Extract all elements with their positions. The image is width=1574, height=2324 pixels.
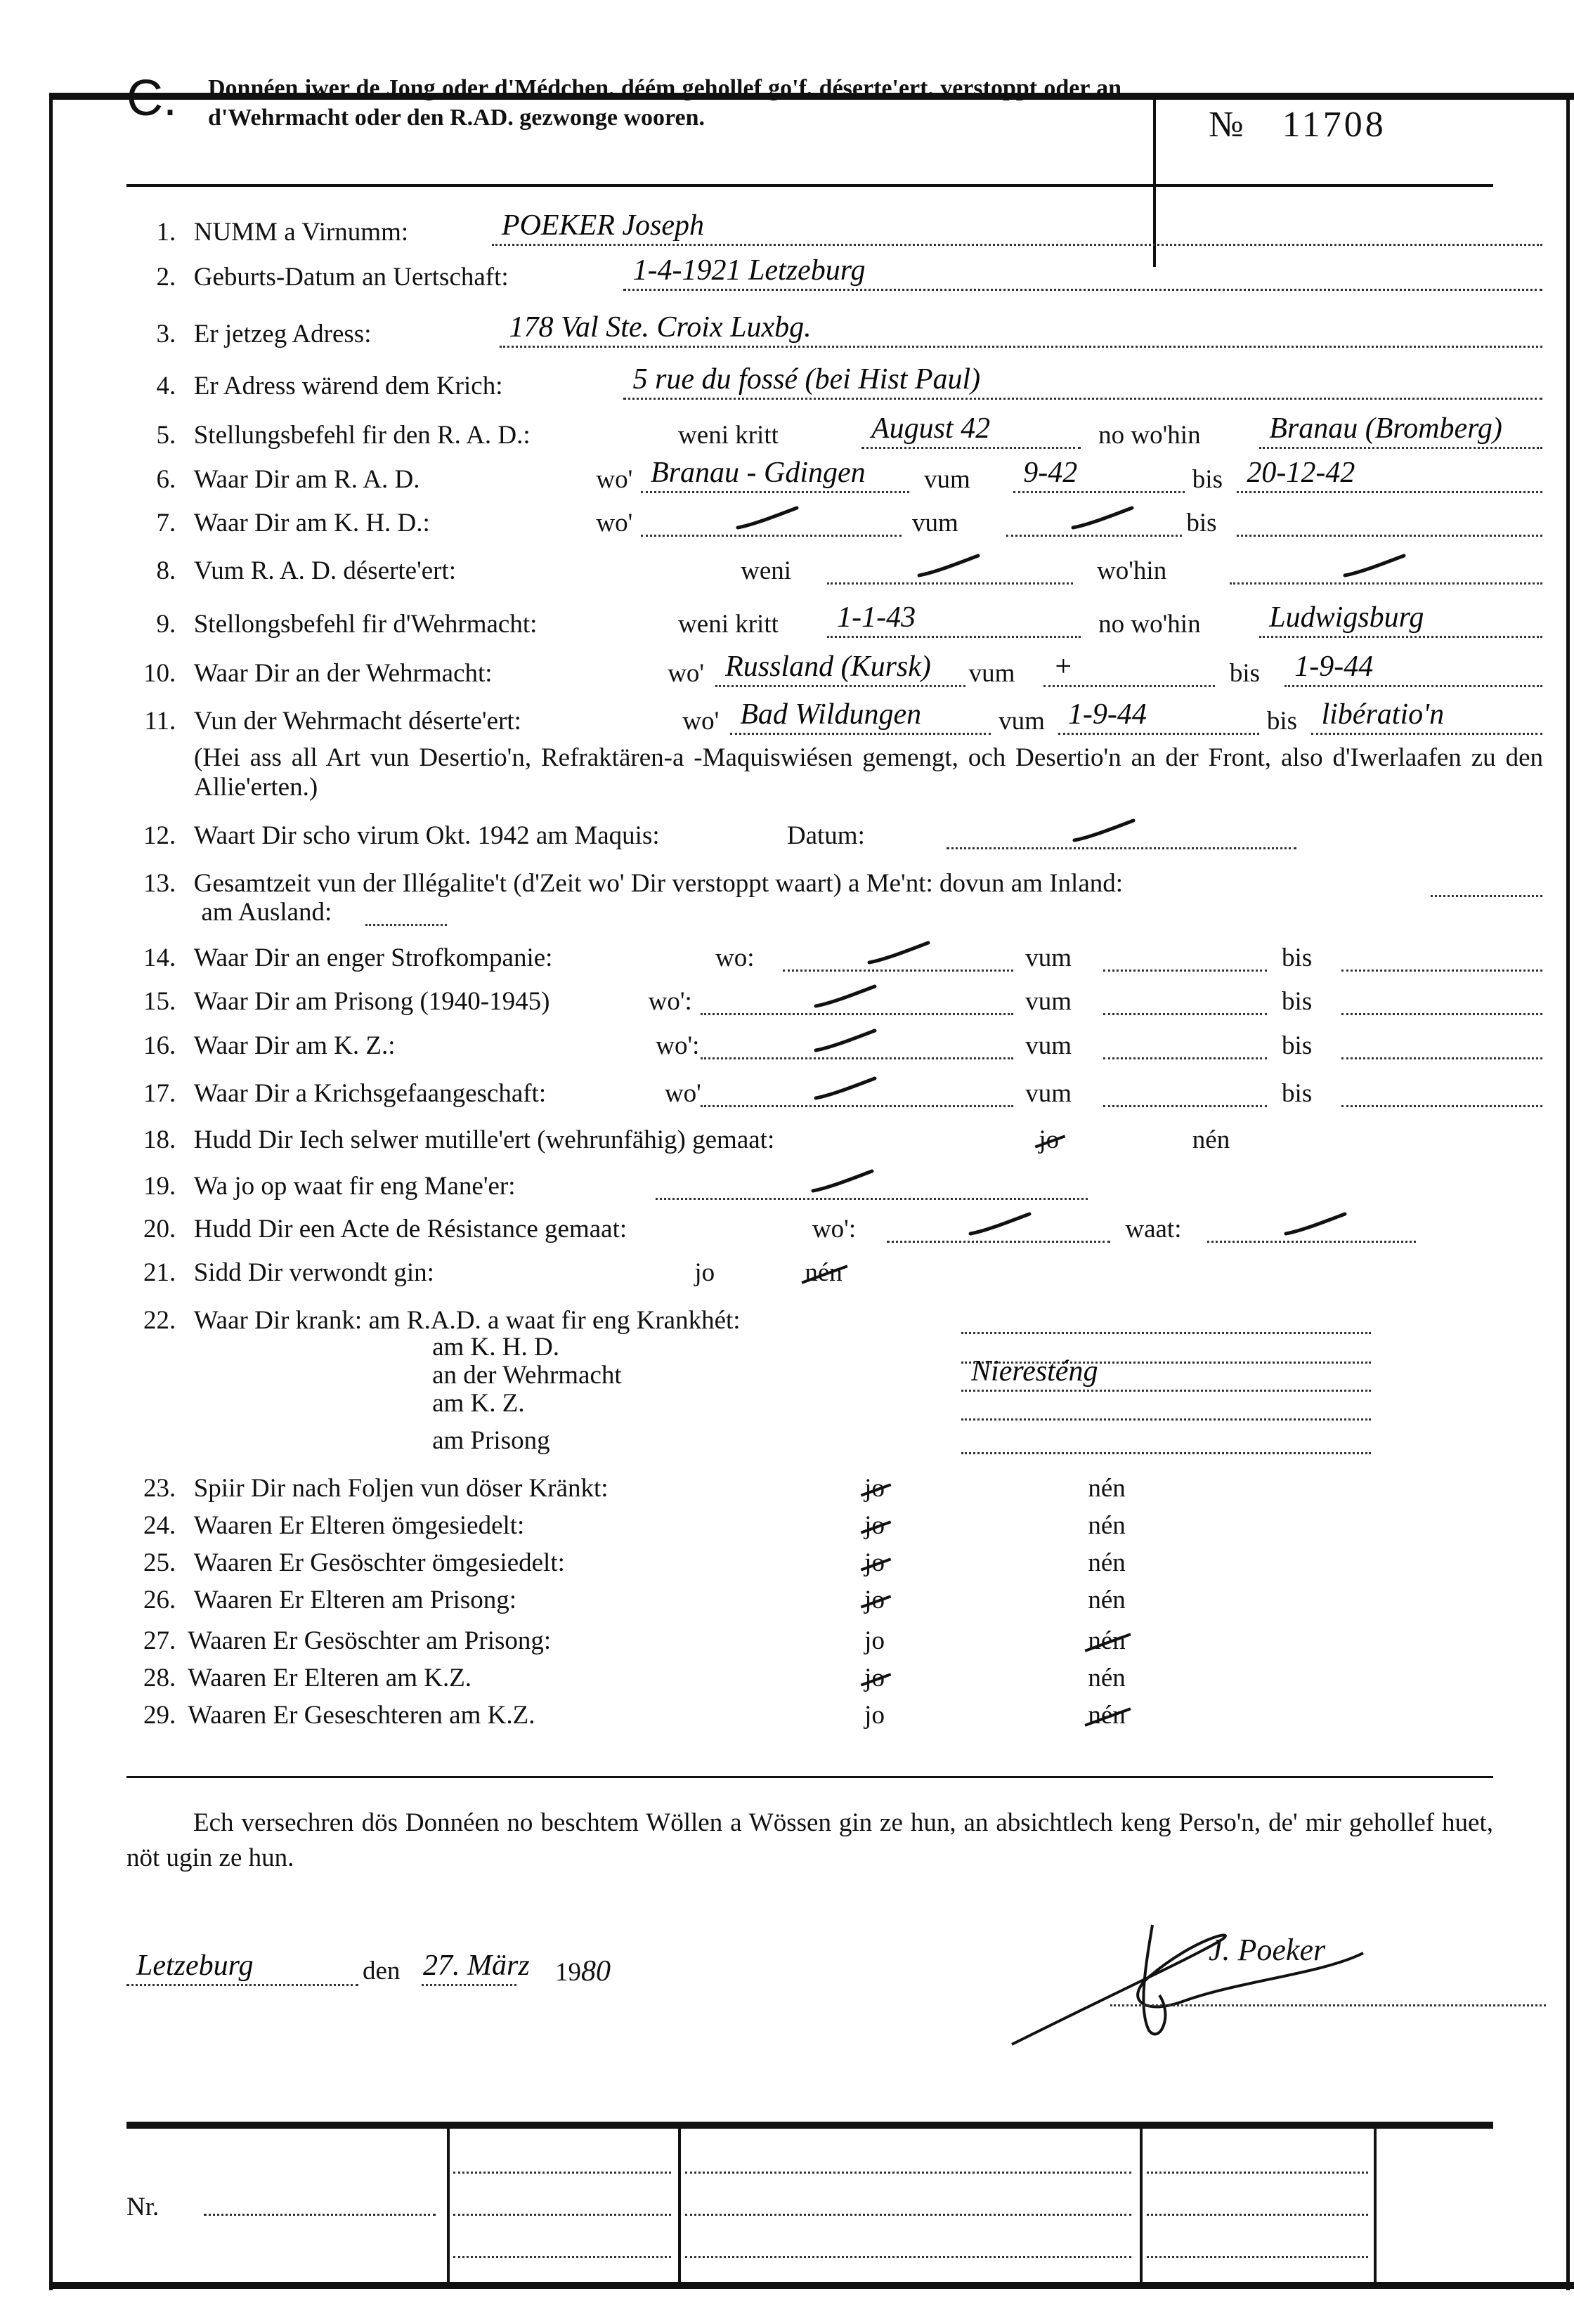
den-label: den bbox=[363, 1957, 401, 1985]
question-label: weni bbox=[741, 556, 792, 585]
question-label: wo': bbox=[648, 986, 692, 1016]
question-label: am K. H. D. bbox=[432, 1332, 559, 1362]
answer-option-kept bbox=[1192, 1125, 1230, 1156]
frame-bottom-border bbox=[49, 2282, 1574, 2289]
answer-option-text: jo bbox=[864, 1626, 885, 1655]
footer-field bbox=[1147, 2169, 1368, 2174]
answer-field bbox=[961, 1388, 1371, 1421]
question-label: wo' bbox=[596, 465, 633, 495]
answer-field bbox=[1103, 1026, 1267, 1059]
question-label: am Prisong bbox=[432, 1426, 550, 1456]
answer-field bbox=[656, 1167, 1088, 1200]
answer-field bbox=[961, 1301, 1371, 1334]
handwritten-answer: 1-4-1921 Letzeburg bbox=[632, 254, 866, 287]
question-number: 10. bbox=[143, 659, 176, 688]
answer-option-text: nén bbox=[805, 1258, 843, 1287]
answer-field bbox=[887, 1210, 1110, 1243]
nr-label: Nr. bbox=[126, 2193, 160, 2221]
answer-field bbox=[1103, 1074, 1267, 1107]
signature-date-field: 27. März bbox=[422, 1953, 516, 1986]
answer-option-text: nén bbox=[1088, 1548, 1126, 1578]
answer-option-text: nén bbox=[1088, 1700, 1126, 1730]
handwritten-answer: Branau (Bromberg) bbox=[1269, 412, 1502, 445]
question-number: 15. bbox=[143, 986, 176, 1016]
answer-option-text: nén bbox=[1192, 1125, 1230, 1155]
dash-mark-icon bbox=[1067, 504, 1138, 532]
question-number: 29. bbox=[143, 1700, 176, 1730]
answer-option-struck bbox=[1039, 1125, 1059, 1156]
year-handwritten: 80 bbox=[581, 1955, 611, 1987]
answer-field bbox=[1341, 1026, 1542, 1059]
question-label: vum bbox=[1025, 986, 1072, 1016]
answer-option-struck bbox=[864, 1585, 885, 1616]
dash-mark-icon bbox=[810, 982, 880, 1010]
question-number: 2. bbox=[156, 262, 176, 292]
question-number: 6. bbox=[156, 465, 176, 495]
frame-right-border bbox=[1566, 93, 1570, 2290]
question-label: bis bbox=[1229, 659, 1260, 688]
question-label: weni kritt bbox=[678, 420, 779, 450]
question-label: bis bbox=[1282, 944, 1313, 973]
footer-table-top bbox=[126, 2122, 1493, 2129]
question-label: vum bbox=[924, 465, 970, 495]
question-number: 18. bbox=[143, 1125, 176, 1155]
answer-field bbox=[641, 504, 902, 537]
answer-option-text: jo bbox=[864, 1548, 885, 1578]
question-number: 11. bbox=[144, 707, 176, 736]
answer-field bbox=[500, 311, 1543, 348]
dash-mark-icon bbox=[1339, 551, 1410, 580]
footer-field bbox=[685, 2212, 1131, 2216]
question-label: Waaren Er Geseschteren am K.Z. bbox=[188, 1700, 535, 1730]
answer-option-kept bbox=[1088, 1663, 1125, 1694]
dash-mark-icon bbox=[965, 1210, 1035, 1238]
answer-field bbox=[1259, 412, 1542, 449]
question-label: bis bbox=[1266, 707, 1298, 736]
question-label: Stellongsbefehl fir d'Wehrmacht: bbox=[193, 610, 538, 639]
question-number: 25. bbox=[143, 1548, 176, 1578]
answer-field bbox=[1237, 504, 1542, 537]
answer-field bbox=[1207, 1210, 1416, 1243]
question-label: Waar Dir am K. Z.: bbox=[193, 1031, 396, 1061]
question-label: Wa jo op waat fir eng Mane'er: bbox=[193, 1171, 516, 1201]
answer-field bbox=[961, 1421, 1371, 1454]
dash-mark-icon bbox=[810, 1074, 880, 1102]
answer-field bbox=[701, 1026, 1013, 1059]
question-label: bis bbox=[1192, 465, 1223, 495]
question-number: 13. bbox=[143, 869, 176, 899]
question-label: Er Adress wärend dem Krich: bbox=[193, 371, 503, 400]
question-label: Waart Dir scho virum Okt. 1942 am Maquis: bbox=[193, 821, 660, 851]
answer-field bbox=[492, 209, 1542, 246]
question-label: bis bbox=[1282, 1031, 1313, 1061]
answer-field bbox=[715, 651, 965, 687]
question-label: bis bbox=[1282, 986, 1313, 1016]
question-number: 24. bbox=[143, 1511, 176, 1541]
footer-field bbox=[1147, 2254, 1368, 2258]
answer-field bbox=[1431, 864, 1542, 897]
answer-option-struck bbox=[1088, 1626, 1125, 1657]
question-label: Datum: bbox=[786, 821, 865, 851]
answer-field bbox=[861, 412, 1081, 449]
answer-option-struck bbox=[805, 1258, 842, 1288]
signature-place-field: Letzeburg bbox=[126, 1953, 358, 1986]
handwritten-answer: 5 rue du fossé (bei Hist Paul) bbox=[632, 363, 981, 396]
answer-field bbox=[623, 254, 1543, 291]
question-number: 23. bbox=[143, 1474, 176, 1503]
answer-field bbox=[1103, 939, 1267, 972]
answer-option-text: jo bbox=[864, 1663, 885, 1692]
footer-col-divider bbox=[1140, 2129, 1143, 2283]
question-label: vum bbox=[1025, 1031, 1072, 1061]
answer-field bbox=[1284, 651, 1542, 687]
question-label: Vun der Wehrmacht déserte'ert: bbox=[193, 707, 521, 736]
form-number bbox=[1209, 104, 1386, 146]
handwritten-answer: Russland (Kursk) bbox=[725, 651, 931, 684]
answer-field bbox=[1006, 504, 1182, 537]
handwritten-answer: Ludwigsburg bbox=[1269, 601, 1424, 634]
signature-text: J. Poeker bbox=[1209, 1933, 1326, 1967]
question-label: wo': bbox=[812, 1215, 857, 1244]
header-rule bbox=[126, 184, 1493, 187]
answer-field bbox=[1058, 698, 1259, 735]
answer-field bbox=[1230, 551, 1542, 585]
footer-field bbox=[453, 2212, 671, 2216]
question-label: wo: bbox=[715, 944, 755, 973]
number-sign: № bbox=[1209, 105, 1247, 145]
question-label: vum bbox=[912, 508, 958, 537]
question-label: bis bbox=[1186, 508, 1217, 537]
answer-option-text: nén bbox=[1088, 1626, 1126, 1655]
answer-option-text: nén bbox=[1088, 1511, 1126, 1541]
answer-field bbox=[1311, 698, 1542, 735]
declaration-text: Ech versechren dös Donnéen no beschtem Wöllen a Wössen gin ze hun, an absichtlech keng Perso'n, de' mir gehollef huet, nöt ugin ze hun. bbox=[126, 1808, 1493, 1872]
answer-option-text: jo bbox=[1039, 1125, 1060, 1155]
question-label: NUMM a Virnumm: bbox=[193, 218, 409, 247]
footer-col-divider bbox=[678, 2129, 681, 2283]
question-label: vum bbox=[1025, 1079, 1072, 1109]
year-printed: 19 bbox=[555, 1958, 581, 1987]
answer-option-kept bbox=[1088, 1585, 1125, 1616]
question-label: wo' bbox=[596, 508, 633, 537]
question-label: Waar Dir an der Wehrmacht: bbox=[193, 659, 493, 688]
answer-option-text: jo bbox=[694, 1258, 715, 1287]
handwritten-answer: 1-9-44 bbox=[1294, 651, 1374, 684]
answer-field bbox=[701, 982, 1013, 1015]
question-label: waat: bbox=[1125, 1215, 1182, 1244]
form-title: Donnéen iwer de Jong oder d'Médchen, déém gehollef go'f, déserte'ert, verstoppt oder an d'Wehrmacht oder den R.AD. gezwonge wooren. bbox=[208, 75, 1121, 131]
answer-field bbox=[947, 816, 1296, 849]
question-number: 27. bbox=[143, 1626, 176, 1655]
question-label: Waar Dir a Krichsgefaangeschaft: bbox=[193, 1079, 547, 1109]
answer-field bbox=[730, 698, 991, 735]
question-11-note: (Hei ass all Art vun Desertio'n, Refraktären-a -Maquiswiésen gemengt, och Desertio'n an der Front, also d'Iwerlaafen zu den Allie'erten.) bbox=[194, 743, 1543, 802]
answer-field bbox=[641, 457, 909, 493]
answer-option-text: jo bbox=[864, 1700, 885, 1730]
answer-option-kept bbox=[1088, 1548, 1125, 1579]
question-label: Sidd Dir verwondt gin: bbox=[193, 1258, 434, 1287]
question-number: 1. bbox=[156, 218, 176, 247]
answer-field bbox=[1341, 1074, 1542, 1107]
answer-option-struck bbox=[864, 1663, 885, 1694]
answer-option-text: nén bbox=[1088, 1586, 1126, 1615]
question-number: 17. bbox=[143, 1079, 176, 1109]
question-label: no wo'hin bbox=[1098, 610, 1201, 639]
answer-option-struck bbox=[864, 1510, 885, 1541]
handwritten-answer: 178 Val Ste. Croix Luxbg. bbox=[509, 311, 812, 344]
question-label: no wo'hin bbox=[1098, 420, 1201, 450]
dash-mark-icon bbox=[810, 1026, 880, 1055]
question-label: Vum R. A. D. déserte'ert: bbox=[193, 556, 457, 585]
footer-field bbox=[1147, 2212, 1368, 2216]
answer-option-kept bbox=[864, 1626, 885, 1657]
question-number: 20. bbox=[143, 1215, 176, 1244]
answer-field bbox=[1237, 457, 1542, 493]
nr-field bbox=[204, 2212, 436, 2216]
question-label: Stellungsbefehl fir den R. A. D.: bbox=[193, 420, 531, 450]
answer-field bbox=[1103, 982, 1267, 1015]
signature-line bbox=[1110, 2002, 1546, 2006]
footer-field bbox=[685, 2169, 1131, 2174]
answer-option-text: nén bbox=[1088, 1474, 1126, 1503]
declaration-rule bbox=[126, 1776, 1493, 1778]
question-label: an der Wehrmacht bbox=[432, 1361, 622, 1390]
answer-field bbox=[827, 551, 1073, 585]
handwritten-answer: 1-9-44 bbox=[1067, 698, 1147, 731]
question-label: Waaren Er Elteren am K.Z. bbox=[188, 1663, 472, 1692]
question-label: am Ausland: bbox=[201, 897, 332, 927]
footer-col-divider bbox=[1374, 2129, 1377, 2283]
answer-option-kept bbox=[1088, 1510, 1125, 1541]
footer-field bbox=[453, 2169, 671, 2174]
question-label: Hudd Dir een Acte de Résistance gemaat: bbox=[193, 1215, 627, 1244]
question-label: wo' bbox=[682, 707, 720, 736]
question-number: 22. bbox=[143, 1305, 176, 1335]
question-label: wo' bbox=[668, 659, 705, 688]
question-label: Waar Dir am K. H. D.: bbox=[193, 508, 430, 537]
question-label: vum bbox=[968, 659, 1015, 688]
answer-field bbox=[365, 893, 448, 926]
answer-option-kept bbox=[694, 1258, 715, 1288]
answer-option-struck bbox=[1088, 1700, 1125, 1731]
answer-option-text: nén bbox=[1088, 1663, 1126, 1692]
question-number: 12. bbox=[143, 821, 176, 851]
question-label: Waaren Er Elteren am Prisong: bbox=[193, 1586, 517, 1615]
handwritten-answer: Nieresténg bbox=[971, 1355, 1098, 1388]
question-number: 19. bbox=[143, 1171, 176, 1201]
signature-scribble-icon bbox=[970, 1911, 1546, 2051]
question-label: am K. Z. bbox=[432, 1389, 525, 1418]
footer-col-divider bbox=[447, 2129, 450, 2283]
question-label: weni kritt bbox=[678, 610, 779, 639]
question-label: vum bbox=[999, 707, 1045, 736]
answer-option-struck bbox=[864, 1473, 885, 1504]
footer-field bbox=[685, 2254, 1131, 2258]
answer-option-text: jo bbox=[864, 1586, 885, 1615]
question-label: Waar Dir krank: am R.A.D. a waat fir eng Krankhét: bbox=[193, 1305, 741, 1335]
question-number: 16. bbox=[143, 1031, 176, 1061]
answer-field bbox=[1013, 457, 1185, 493]
question-number: 14. bbox=[143, 944, 176, 973]
question-label: bis bbox=[1282, 1079, 1313, 1109]
handwritten-answer: Bad Wildungen bbox=[740, 698, 922, 731]
question-number: 8. bbox=[156, 556, 176, 585]
answer-option-struck bbox=[864, 1548, 885, 1579]
question-number: 26. bbox=[143, 1586, 176, 1615]
question-number: 21. bbox=[143, 1258, 176, 1287]
question-label: Waaren Er Gesöschter ömgesiedelt: bbox=[193, 1548, 565, 1578]
answer-option-kept bbox=[864, 1700, 885, 1731]
section-letter: C. bbox=[126, 70, 177, 126]
answer-option-text: jo bbox=[864, 1511, 885, 1541]
question-number: 28. bbox=[143, 1663, 176, 1692]
question-label: vum bbox=[1025, 944, 1072, 973]
dash-mark-icon bbox=[807, 1167, 878, 1195]
year-label bbox=[555, 1956, 611, 1988]
answer-field bbox=[1043, 651, 1215, 687]
dash-mark-icon bbox=[913, 551, 984, 580]
question-label: Waar Dir am R. A. D. bbox=[193, 465, 420, 495]
question-number: 7. bbox=[156, 508, 176, 537]
answer-field bbox=[1341, 982, 1542, 1015]
handwritten-answer: Branau - Gdingen bbox=[651, 457, 866, 490]
handwritten-answer: 1-1-43 bbox=[837, 601, 916, 634]
frame-left-border bbox=[49, 93, 53, 2290]
dash-mark-icon bbox=[864, 939, 934, 967]
handwritten-answer: August 42 bbox=[871, 412, 991, 445]
signature bbox=[970, 1911, 1546, 2055]
question-label: Hudd Dir Iech selwer mutille'ert (wehrunfähig) gemaat: bbox=[193, 1125, 775, 1155]
answer-field bbox=[783, 939, 1014, 972]
question-label: Waar Dir an enger Strofkompanie: bbox=[193, 944, 553, 973]
dash-mark-icon bbox=[1280, 1210, 1351, 1238]
answer-field bbox=[1259, 601, 1542, 638]
footer-field bbox=[453, 2254, 671, 2258]
handwritten-answer: 20-12-42 bbox=[1247, 457, 1355, 490]
handwritten-answer: + bbox=[1053, 651, 1074, 684]
answer-option-kept bbox=[1088, 1473, 1125, 1504]
question-label: Waaren Er Elteren ömgesiedelt: bbox=[193, 1511, 525, 1541]
question-label: Geburts-Datum an Uertschaft: bbox=[193, 262, 509, 292]
question-label: Gesamtzeit vun der Illégalite't (d'Zeit wo' Dir verstoppt waart) a Me'nt: dovun am Inland: bbox=[193, 869, 1124, 899]
answer-field bbox=[1341, 939, 1542, 972]
dash-mark-icon bbox=[732, 504, 802, 532]
question-label: Spiir Dir nach Foljen vun döser Kränkt: bbox=[193, 1474, 609, 1503]
question-label: Waar Dir am Prisong (1940-1945) bbox=[193, 986, 550, 1016]
answer-option-text: jo bbox=[864, 1474, 885, 1503]
form-number-value: 11708 bbox=[1282, 105, 1386, 145]
handwritten-answer: 9-42 bbox=[1023, 457, 1078, 490]
handwritten-answer: POEKER Joseph bbox=[501, 209, 705, 242]
handwritten-answer: libératio'n bbox=[1321, 698, 1445, 731]
question-number: 3. bbox=[156, 319, 176, 348]
question-number: 4. bbox=[156, 371, 176, 400]
question-number: 5. bbox=[156, 420, 176, 450]
question-label: wo' bbox=[664, 1079, 701, 1109]
answer-field bbox=[701, 1074, 1013, 1107]
question-label: Waaren Er Gesöschter am Prisong: bbox=[188, 1626, 552, 1655]
question-label: wo'hin bbox=[1097, 556, 1167, 585]
answer-field bbox=[827, 601, 1081, 638]
answer-field bbox=[623, 363, 1543, 400]
question-label: Er jetzeg Adress: bbox=[193, 319, 372, 348]
dash-mark-icon bbox=[1069, 816, 1139, 844]
question-number: 9. bbox=[156, 610, 176, 639]
question-label: wo': bbox=[656, 1031, 700, 1061]
